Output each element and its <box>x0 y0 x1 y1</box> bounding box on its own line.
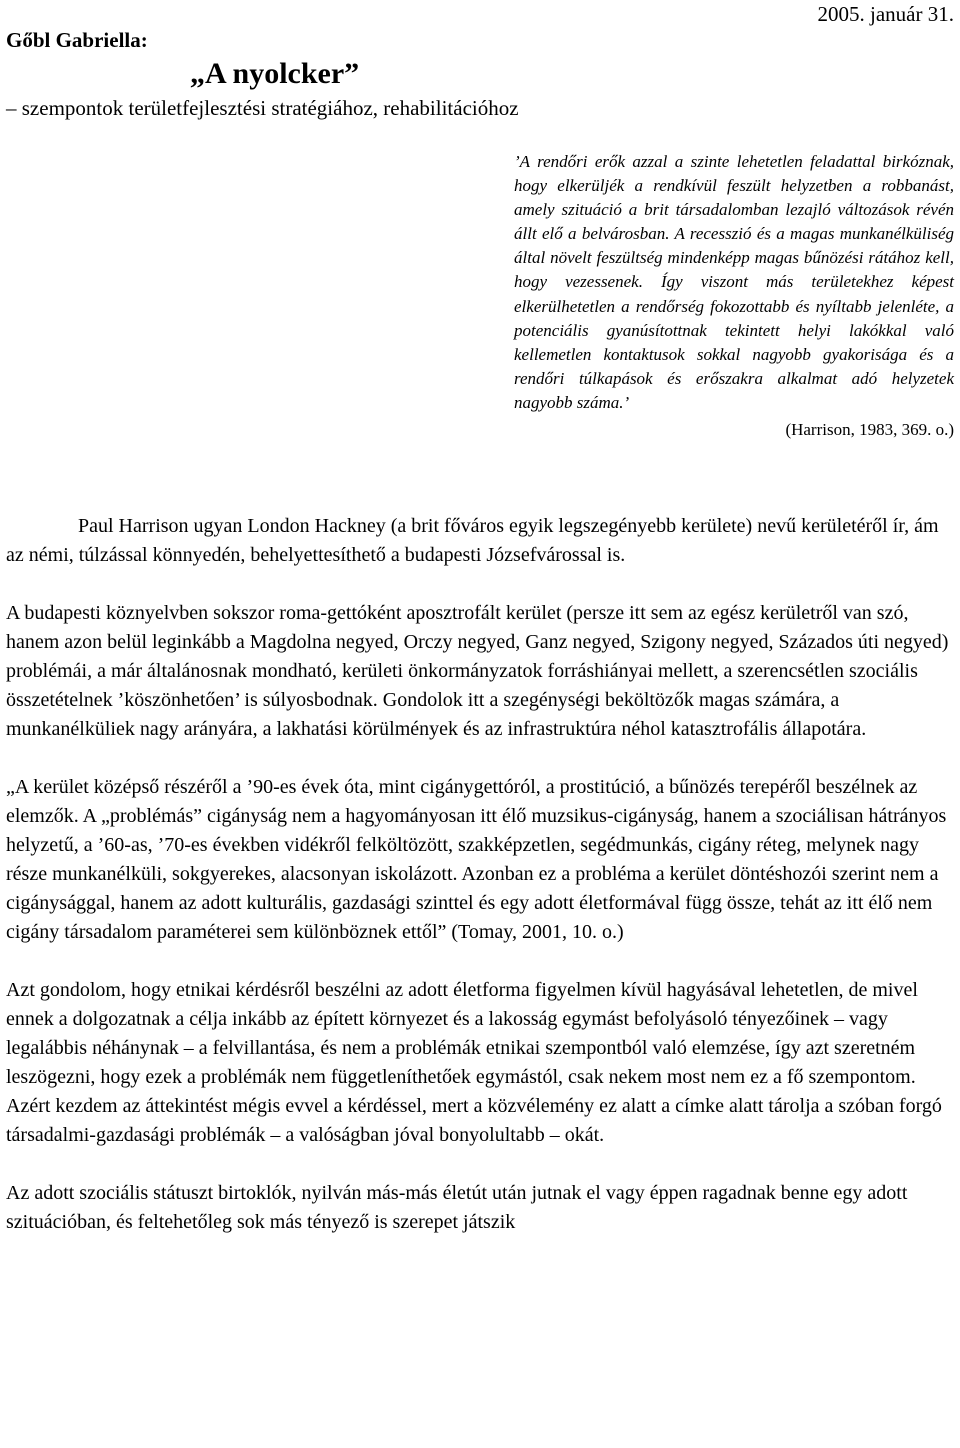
paragraph: Paul Harrison ugyan London Hackney (a brit főváros egyik legszegényebb kerülete) nevű kerületéről ír, ám az némi, túlzással könnyedén, behelyettesíthető a budapesti Józsefvárossal is. <box>6 515 939 566</box>
document-title: „A nyolcker” <box>190 57 360 90</box>
document-date: 2005. január 31. <box>817 2 954 26</box>
block-quote <box>514 150 954 442</box>
paragraph: Azt gondolom, hogy etnikai kérdésről beszélni az adott életforma figyelmen kívül hagyásával lehetetlen, de mivel ennek a dolgozatnak a célja inkább az épített környezet és a lakosság egymást befolyásoló tényezőinek – vagy legalábbis néhánynak – a felvillantása, és nem a problémák etnikai szempontból való elemzése, így azt szeretném leszögezni, hogy ezek a problémák nem függetleníthetőek egymástól, csak nekem most nem ez a fő szempontom. Azért kezdem az áttekintést mégis evvel a kérdéssel, mert a közvélemény ez alatt a címke alatt tárolja a szóban forgó társadalmi-gazdasági problémák – a valóságban jóval bonyolultabb – okát. <box>6 979 942 1146</box>
quote-citation: (Harrison, 1983, 369. o.) <box>785 420 954 440</box>
quote-text: ’A rendőri erők azzal a szinte lehetetlen feladattal birkóznak, hogy elkerüljék a rendkívül feszült helyzetben a robbanást, amely szituáció a brit társadalomban lezajló változások révén állt elő a belvárosban. A recesszió és a magas munkanélküliség által növelt feszültség mindenképp magas bűnözési rátához kell, hogy vezessenek. Így viszont más területekhez képest elkerülhetetlen a rendőrség fokozottabb és nyíltabb jelenléte, a potenciális gyanúsítottnak tekintett helyi lakókkal való kellemetlen kontaktusok sokkal nagyobb gyakorisága és a rendőri túlkapások és erőszakra alkalmat adó helyzetek nagyobb száma.’ <box>514 152 954 412</box>
document-subtitle: – szempontok területfejlesztési stratégiához, rehabilitációhoz <box>6 96 519 120</box>
body-text <box>6 512 954 1237</box>
paragraph: A budapesti köznyelvben sokszor roma-gettóként aposztrofált kerület (persze itt sem az egész kerületről van szó, hanem azon belül leginkább a Magdolna negyed, Orczy negyed, Ganz negyed, Szigony negyed, Százados úti negyed) problémái, a már általánosnak mondható, kerületi önkormányzatok forráshiányai mellett, a szerencsétlen szociális összetételnek ’köszönhetően’ is súlyosbodnak. Gondolok itt a szegénységi beköltözők magas számára, a munkanélküliek nagy arányára, a lakhatási körülmények és az infrastruktúra néhol katasztrofális állapotára. <box>6 602 949 740</box>
author-name: Gőbl Gabriella: <box>6 28 148 52</box>
paragraph: Az adott szociális státuszt birtoklók, nyilván más-más életút után jutnak el vagy éppen ragadnak benne egy adott szituációban, és feltehetőleg sok más tényező is szerepet játszik <box>6 1182 908 1233</box>
paragraph: „A kerület középső részéről a ’90-es évek óta, mint cigánygettóról, a prostitúció, a bűnözés terepéről beszélnek az elemzők. A „problémás” cigányság nem a hagyományosan itt élő muzsikus-cigányság, hanem a szociálisan hátrányos helyzetű, a ’60-as, ’70-es években vidékről felköltözött, szakképzetlen, segédmunkás, cigány réteg, melynek nagy része munkanélküli, sokgyerekes, alacsonyan iskolázott. Azonban ez a probléma a kerület döntéshozói szerint nem a cigánysággal, hanem az adott kulturális, gazdasági szinttel és egy adott életformával függ össze, tehát az itt élő nem cigány társadalom paraméterei sem különböznek ettől” (Tomay, 2001, 10. o.) <box>6 776 947 943</box>
